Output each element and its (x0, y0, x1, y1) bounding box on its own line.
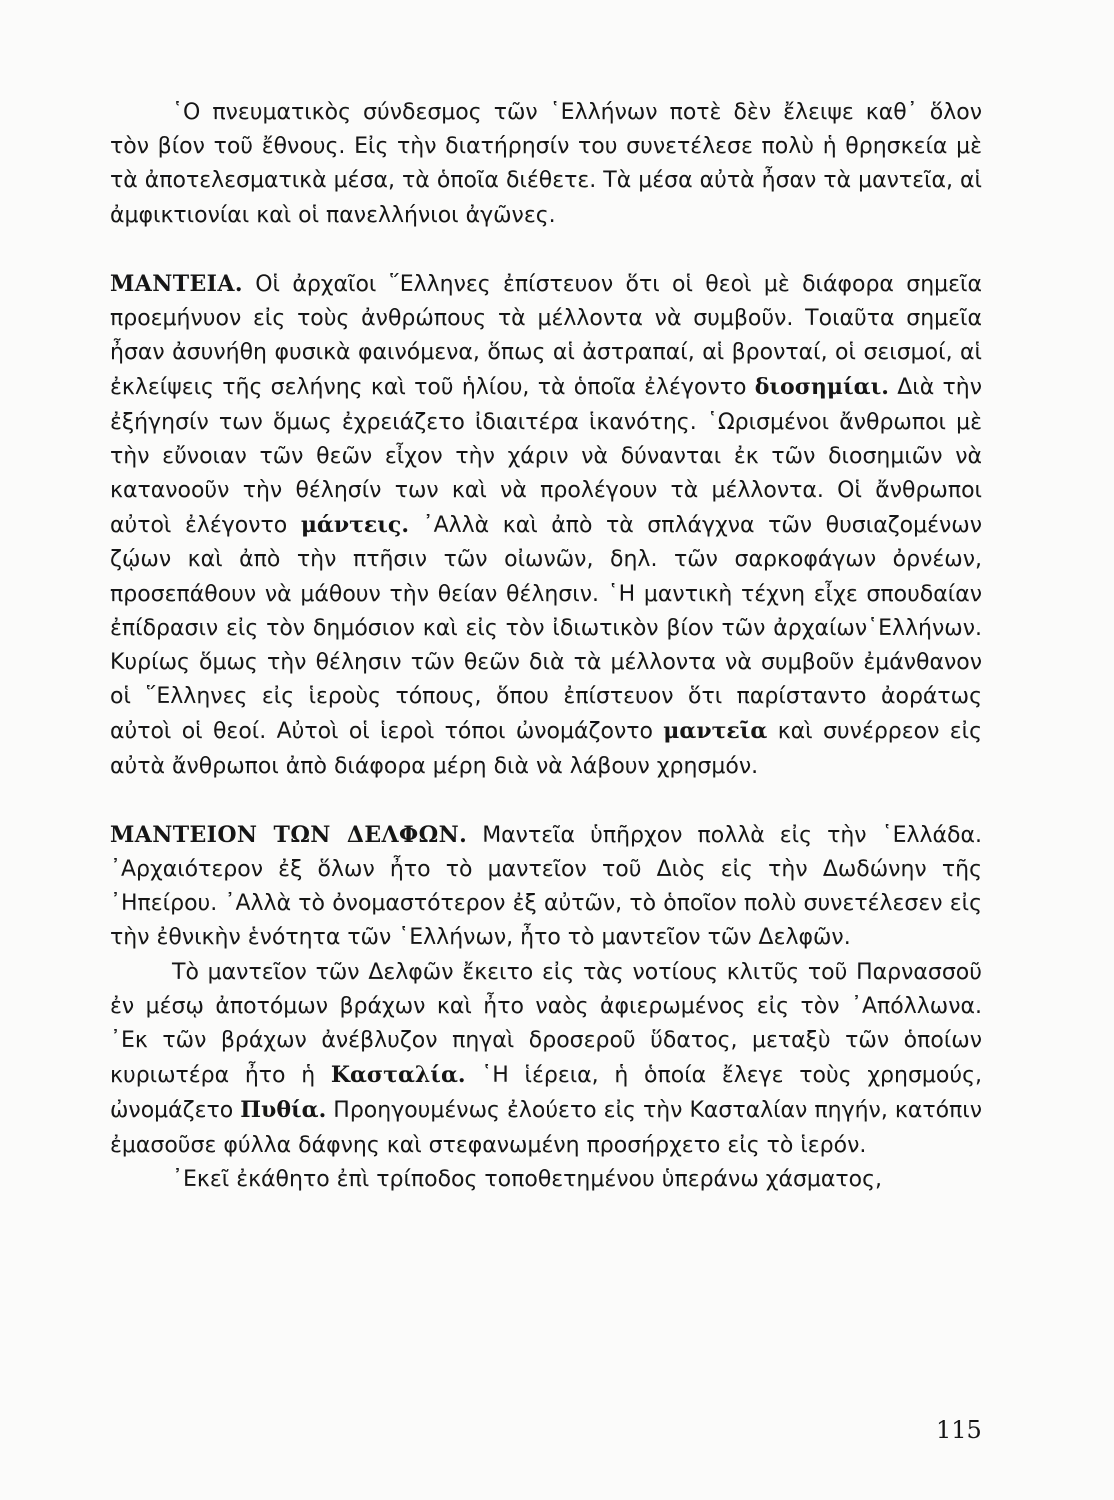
page-number: 115 (936, 1416, 982, 1444)
delphi-para2-text-3: Προηγουμένως ἐλούετο εἰς τὴν Κασταλίαν πηγήν, κατόπιν ἐμασοῦσε φύλλα δάφνης καὶ στεφανωμένη προσήρχετο εἰς τὸ ἱερόν. (110, 1098, 983, 1158)
delphi-paragraph-3 (110, 1163, 982, 1197)
delphi-paragraph (110, 818, 982, 956)
term-diosimiai: διοσημίαι. (754, 374, 889, 401)
term-manteis: μάντεις. (300, 512, 409, 539)
delphi-para2-text-1: Τὸ μαντεῖον τῶν Δελφῶν ἔκειτο εἰς τὰς νοτίους κλιτῦς τοῦ Παρνασσοῦ ἐν μέσῳ ἀποτόμων βράχων καὶ ἦτο ναὸς ἀφιερωμένος εἰς τὸν ᾽Απόλλωνα. ᾽Εκ τῶν βράχων ἀνέβλυζον πηγαὶ δροσεροῦ ὕδατος, μεταξὺ τῶν ὁποίων κυριωτέρα ἦτο ἡ (110, 959, 982, 1089)
delphi-para2-text-2: ῾Η ἱέρεια, ἡ ὁποία ἔλεγε τοὺς χρησμούς, ὠνομάζετο (110, 1063, 982, 1124)
manteia-text-3: ᾽Αλλὰ καὶ ἀπὸ τὰ σπλάγχνα τῶν θυσιαζομένων ζῴων καὶ ἀπὸ τὴν πτῆσιν τῶν οἰωνῶν, δηλ. τῶν σαρκοφάγων ὀρνέων, προσεπάθουν νὰ μάθουν τὴν θείαν θέλησιν. ῾Η μαντικὴ τέχνη εἶχε σπουδαίαν ἐπίδρασιν εἰς τὸν δημόσιον καὶ εἰς τὸν ἰδιωτικὸν βίον τῶν ἀρχαίων῾Ελλήνων. Κυρίως ὅμως τὴν θέλησιν τῶν θεῶν διὰ τὰ μέλλοντα νὰ συμβοῦν ἐμάνθανον οἱ ῞Ελληνες εἰς ἱεροὺς τόπους, ὅπου ἐπίστευον ὅτι παρίσταντο ἀοράτως αὐτοὶ οἱ θεοί. Αὐτοὶ οἱ ἱεροὶ τόποι ὠνομάζοντο (110, 513, 983, 745)
intro-text: ῾Ο πνευματικὸς σύνδεσμος τῶν ῾Ελλήνων ποτὲ δὲν ἔλειψε καθ᾽ ὅλον τὸν βίον τοῦ ἔθνους. Εἰς τὴν διατήρησίν του συνετέλεσε πολὺ ἡ θρησκεία μὲ τὰ ἀποτελεσματικὰ μέσα, τὰ ὁποῖα διέθετε. Τὰ μέσα αὐτὰ ἦσαν τὰ μαντεῖα, αἱ ἀμφικτιονίαι καὶ οἱ πανελλήνιοι ἀγῶνες. (110, 100, 982, 228)
manteia-text-4: καὶ συνέρρεον εἰς αὐτὰ ἄνθρωποι ἀπὸ διάφορα μέρη διὰ νὰ λάβουν χρησμόν. (110, 719, 982, 779)
delphi-heading: ΜΑΝΤΕΙΟΝ ΤΩΝ ΔΕΛΦΩΝ. (110, 821, 468, 848)
delphi-text-1: Μαντεῖα ὑπῆρχον πολλὰ εἰς τὴν ῾Ελλάδα. ᾽Αρχαιότερον ἐξ ὅλων ἦτο τὸ μαντεῖον τοῦ Διὸς εἰς τὴν Δωδώνην τῆς ᾽Ηπείρου. ᾽Αλλὰ τὸ ὀνομαστότερον ἐξ αὐτῶν, τὸ ὁποῖον πολὺ συνετέλεσεν εἰς τὴν ἐθνικὴν ἑνότητα τῶν ῾Ελλήνων, ἦτο τὸ μαντεῖον τῶν Δελφῶν. (110, 822, 982, 951)
manteia-text-2: Διὰ τὴν ἐξήγησίν των ὅμως ἐχρειάζετο ἰδιαιτέρα ἱκανότης. ῾Ωρισμένοι ἄνθρωποι μὲ τὴν εὔνοιαν τῶν θεῶν εἶχον τὴν χάριν νὰ δύνανται ἐκ τῶν διοσημιῶν νὰ κατανοοῦν τὴν θέλησίν των καὶ νὰ προλέγουν τὰ μέλλοντα. Οἱ ἄνθρωποι αὐτοὶ ἐλέγοντο (110, 375, 982, 539)
term-pythia: Πυθία. (240, 1097, 327, 1124)
term-kastalia: Κασταλία. (330, 1062, 466, 1089)
delphi-para3-text: ᾽Εκεῖ ἐκάθητο ἐπὶ τρίποδος τοποθετημένου ὑπεράνω χάσματος, (172, 1166, 883, 1192)
delphi-paragraph-2 (110, 956, 982, 1163)
manteia-text-1: Οἱ ἀρχαῖοι ῞Ελληνες ἐπίστευον ὅτι οἱ θεοὶ μὲ διάφορα σημεῖα προεμήνυον εἰς τοὺς ἀνθρώπους τὰ μέλλοντα νὰ συμβοῦν. Τοιαῦτα σημεῖα ἦσαν ἀσυνήθη φυσικὰ φαινόμενα, ὅπως αἱ ἀστραπαί, αἱ βρονταί, οἱ σεισμοί, αἱ ἐκλείψεις τῆς σελήνης καὶ τοῦ ἡλίου, τὰ ὁποῖα ἐλέγοντο (110, 271, 982, 401)
manteia-heading: ΜΑΝΤΕΙΑ. (110, 270, 243, 297)
page-body (110, 96, 982, 1197)
intro-paragraph (110, 96, 982, 233)
term-manteia: μαντεῖα (663, 718, 768, 745)
manteia-paragraph (110, 267, 982, 784)
